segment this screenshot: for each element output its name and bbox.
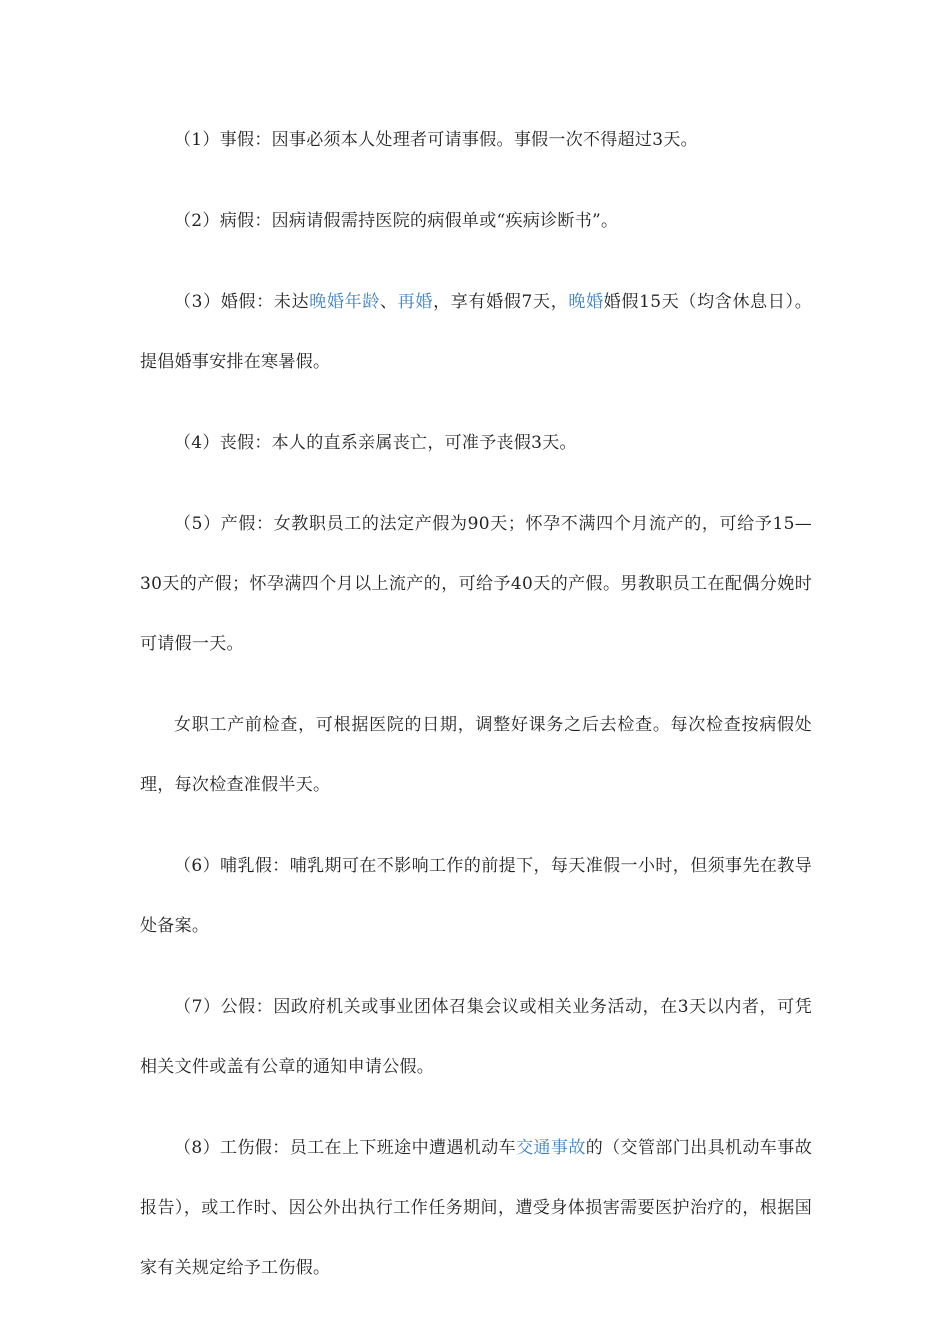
paragraph-official-leave (140, 977, 812, 1097)
paragraph-personal-leave (140, 110, 812, 170)
paragraph-text: （4）丧假：本人的直系亲属丧亡，可准予丧假3天。 (174, 433, 577, 453)
paragraph-text: 女职工产前检查，可根据医院的日期，调整好课务之后去检查。每次检查按病假处理，每次检查准假半天。 (140, 715, 812, 795)
paragraph-text: 婚假15天（均含休息日）。提倡婚事安排在寒暑假。 (140, 292, 813, 372)
paragraph-work-injury-leave (140, 1118, 812, 1298)
paragraph-text: ，享有婚假7天， (433, 292, 569, 312)
paragraph-marriage-leave (140, 272, 812, 392)
link-late-marriage-age[interactable]: 晚婚年龄 (309, 292, 381, 312)
paragraph-sick-leave (140, 191, 812, 251)
paragraph-text: （2）病假：因病请假需持医院的病假单或“疾病诊断书”。 (174, 211, 619, 231)
paragraph-bereavement-leave (140, 413, 812, 473)
paragraph-prenatal-checkup (140, 695, 812, 815)
paragraph-text: 的（交管部门出具机动车事故报告），或工作时、因公外出执行工作任务期间，遭受身体损害需要医护治疗的，根据国家有关规定给予工伤假。 (140, 1138, 812, 1278)
document-body (140, 110, 812, 1319)
paragraph-text: （6）哺乳假：哺乳期可在不影响工作的前提下，每天准假一小时，但须事先在教导处备案。 (140, 856, 812, 936)
link-late-marriage[interactable]: 晚婚 (568, 292, 604, 312)
paragraph-nursing-leave (140, 836, 812, 956)
paragraph-text: 、 (380, 292, 398, 312)
paragraph-text: （3）婚假：未达 (174, 292, 310, 312)
link-remarriage[interactable]: 再婚 (397, 292, 434, 312)
paragraph-maternity-leave (140, 494, 812, 674)
paragraph-text: （8）工伤假：员工在上下班途中遭遇机动车 (174, 1138, 517, 1158)
paragraph-text: （5）产假：女教职员工的法定产假为90天；怀孕不满四个月流产的，可给予15—30天的产假；怀孕满四个月以上流产的，可给予40天的产假。男教职员工在配偶分娩时可请假一天。 (140, 514, 812, 654)
paragraph-text: （7）公假：因政府机关或事业团体召集会议或相关业务活动，在3天以内者，可凭相关文件或盖有公章的通知申请公假。 (140, 997, 812, 1077)
link-traffic-accident[interactable]: 交通事故 (516, 1138, 586, 1158)
paragraph-text: （1）事假：因事必须本人处理者可请事假。事假一次不得超过3天。 (174, 130, 698, 150)
